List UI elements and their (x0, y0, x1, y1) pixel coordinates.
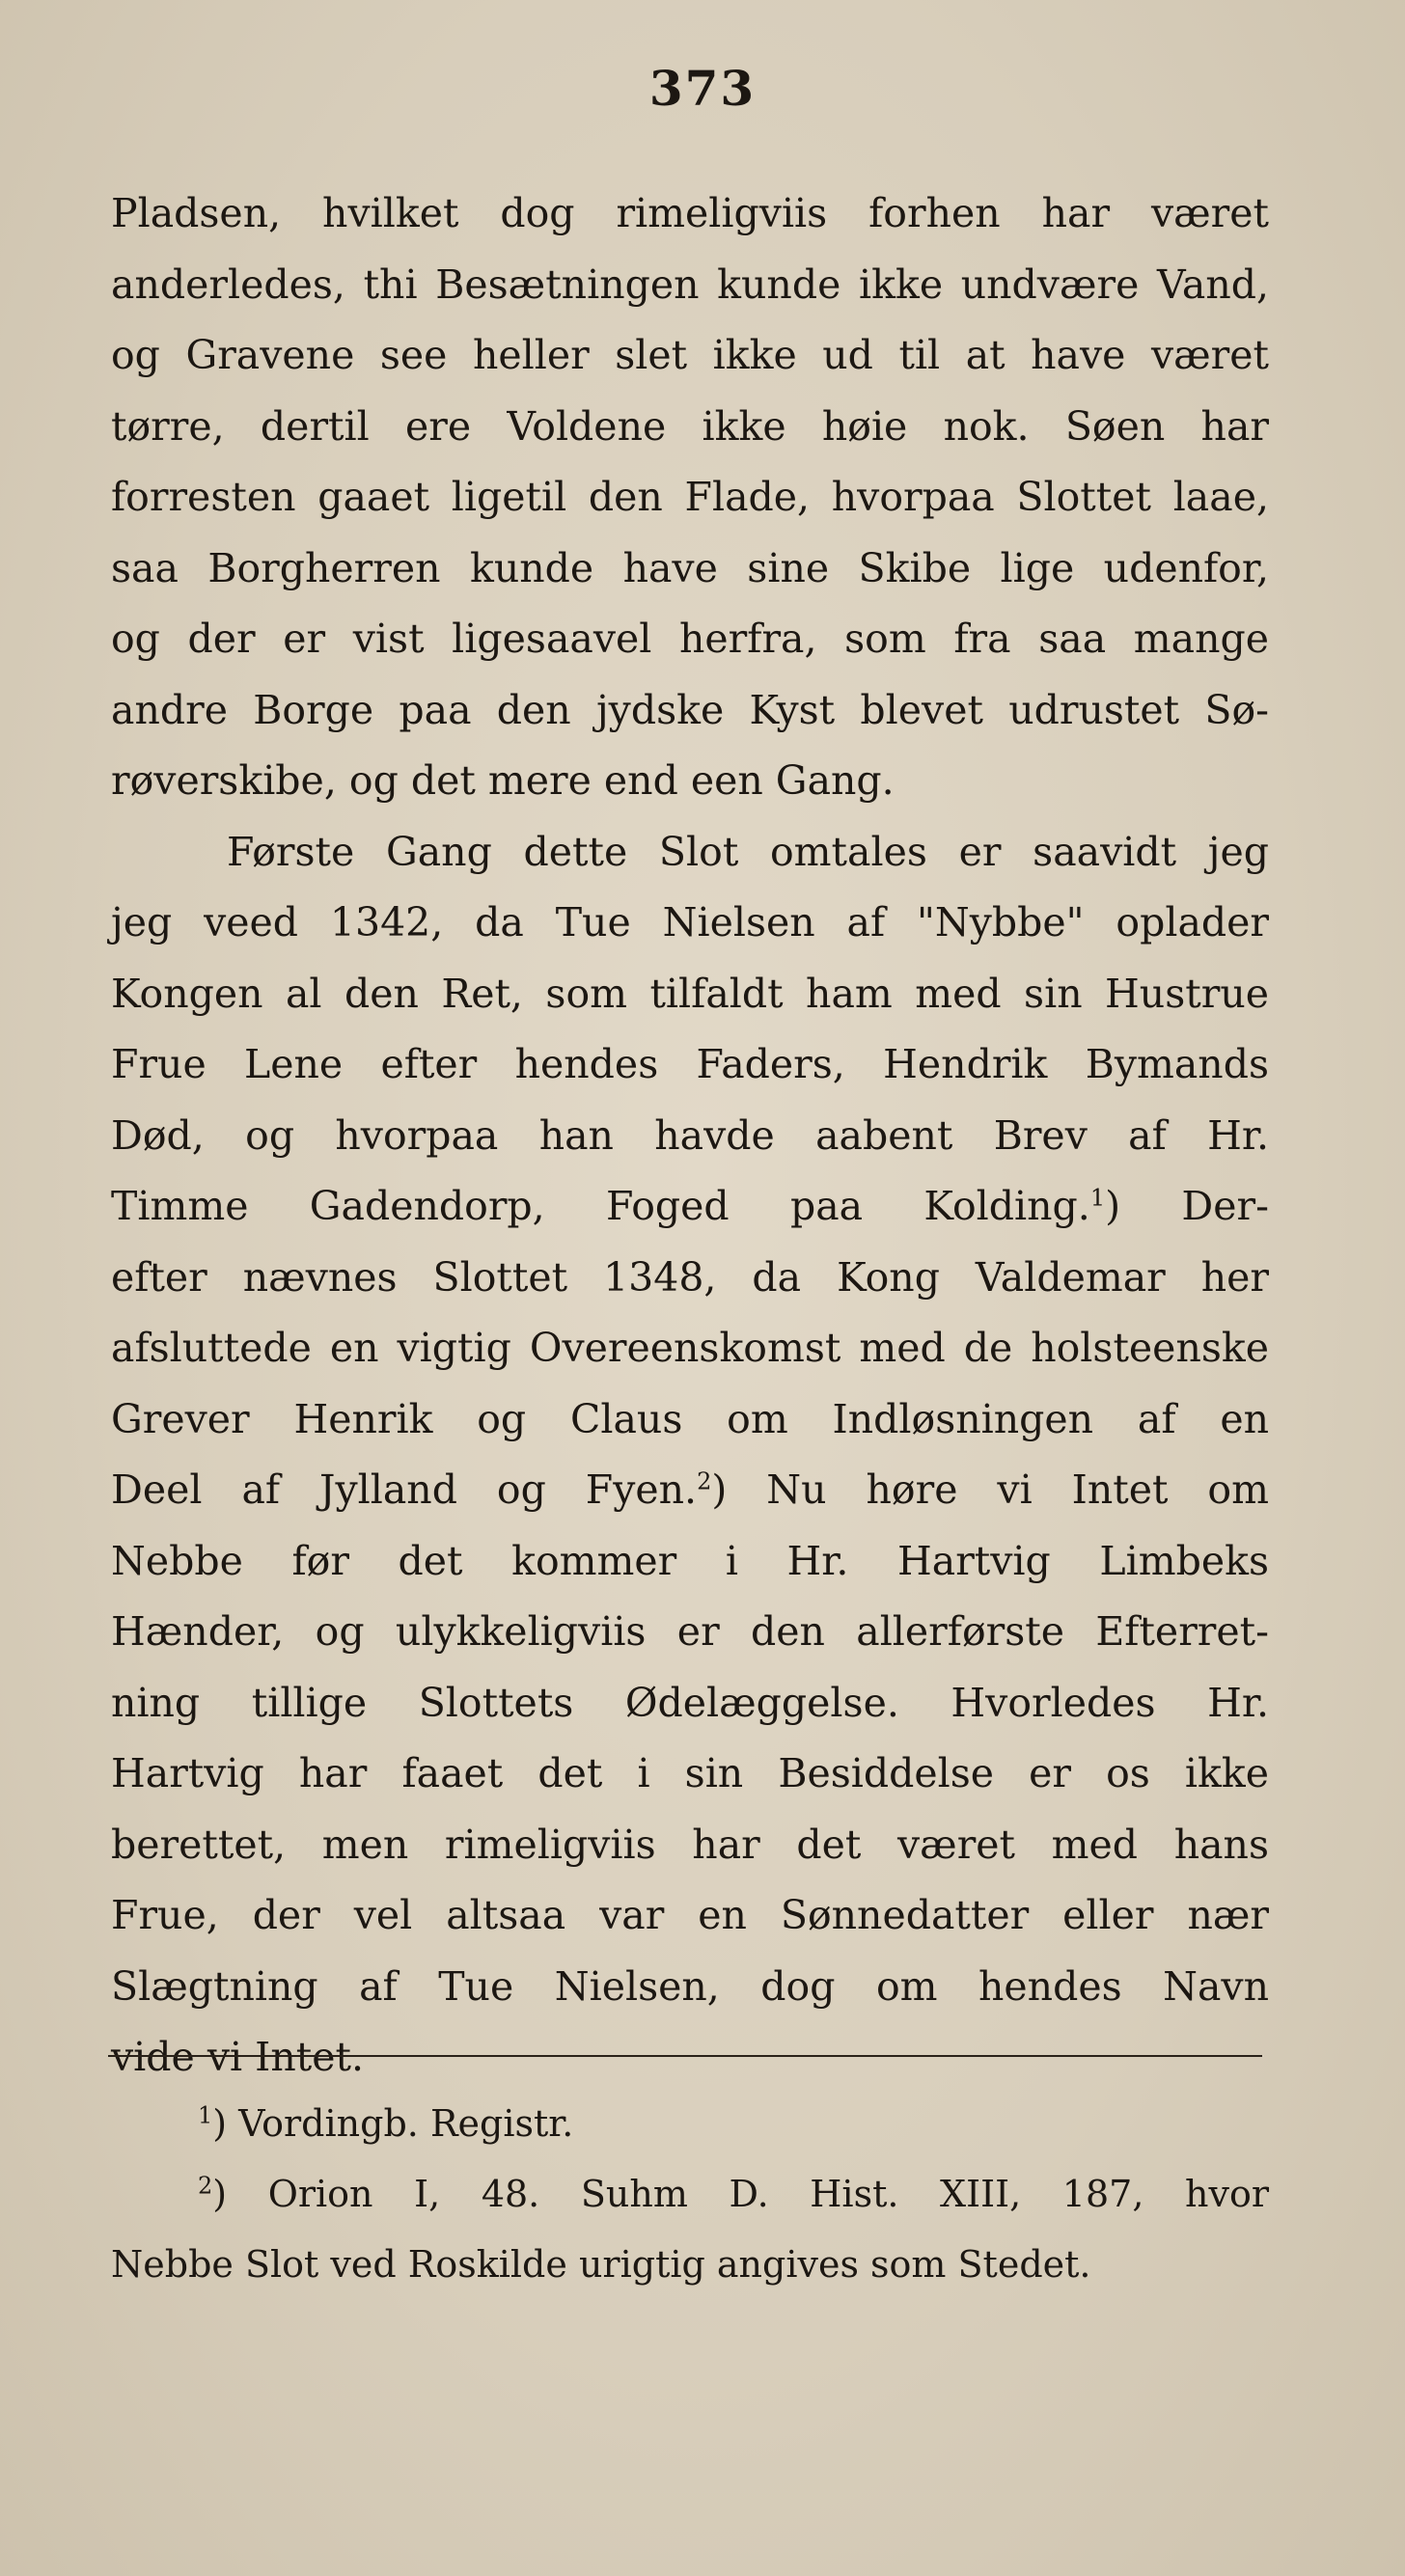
line-text: Timme Gadendorp, Foged paa Kolding. (111, 1183, 1090, 1229)
footnotes (111, 2089, 1269, 2300)
text-line: Slægtning af Tue Nielsen, dog om hendes Navn (111, 1962, 1269, 2010)
text-line: Hænder, og ulykkeligviis er den allerførste Efterret- (111, 1608, 1269, 1655)
text-line: andre Borge paa den jydske Kyst blevet udrustet Sø- (111, 686, 1269, 733)
text-line: vide vi Intet. (111, 2034, 364, 2080)
line-text-tail: ) Nu høre vi Intet om (711, 1466, 1269, 1513)
text-line: og Gravene see heller slet ikke ud til at have været (111, 332, 1269, 378)
text-line-with-footnote (111, 1455, 1269, 1526)
line-text: Deel af Jylland og Fyen. (111, 1466, 698, 1513)
footnote-2-continuation: Nebbe Slot ved Roskilde urigtig angives som Stedet. (111, 2243, 1091, 2286)
text-line: afsluttede en vigtig Overeenskomst med de holsteenske (111, 1325, 1269, 1371)
footnote-1-marker: 1 (198, 2101, 213, 2129)
text-line: Nebbe før det kommer i Hr. Hartvig Limbeks (111, 1537, 1269, 1584)
text-line: Pladsen, hvilket dog rimeligviis forhen har været (111, 190, 1269, 236)
line-text-tail: ) Der- (1105, 1183, 1269, 1229)
text-line: tørre, dertil ere Voldene ikke høie nok. Søen har (111, 402, 1269, 450)
text-line-with-footnote (111, 1171, 1269, 1243)
footnote-2-text: ) Orion I, 48. Suhm D. Hist. XIII, 187, hvor (212, 2173, 1269, 2215)
body-text (111, 178, 1269, 2094)
text-line: Kongen al den Ret, som tilfaldt ham med sin Hustrue (111, 970, 1269, 1017)
text-line: berettet, men rimeligviis har det været med hans (111, 1821, 1269, 1868)
text-line: forresten gaaet ligetil den Flade, hvorpaa Slottet laae, (111, 474, 1269, 520)
text-line: Frue Lene efter hendes Faders, Hendrik Bymands (111, 1041, 1269, 1087)
text-line: røverskibe, og det mere end een Gang. (111, 757, 895, 804)
text-line: anderledes, thi Besætningen kunde ikke undvære Vand, (111, 260, 1269, 308)
text-line: saa Borgherren kunde have sine Skibe lige udenfor, (111, 544, 1269, 591)
footnote-2 (111, 2159, 1269, 2230)
text-line: efter nævnes Slottet 1348, da Kong Valdemar her (111, 1253, 1269, 1301)
text-line: og der er vist ligesaavel herfra, som fra saa mange (111, 616, 1269, 662)
text-line: jeg veed 1342, da Tue Nielsen af "Nybbe" oplader (111, 899, 1269, 945)
text-line: Hartvig har faaet det i sin Besiddelse er os ikke (111, 1750, 1269, 1796)
paragraph-start-line: Første Gang dette Slot omtales er saavidt jeg (227, 828, 1269, 875)
text-line: Frue, der vel altsaa var en Sønnedatter eller nær (111, 1892, 1269, 1938)
text-line: Grever Henrik og Claus om Indløsningen af en (111, 1395, 1269, 1442)
footnote-1-text: ) Vordingb. Registr. (212, 2102, 574, 2145)
footnote-divider (108, 2055, 1262, 2057)
text-line: Død, og hvorpaa han havde aabent Brev af Hr. (111, 1111, 1269, 1159)
footnote-marker-1: 1 (1089, 1184, 1106, 1212)
footnote-marker-2: 2 (697, 1467, 712, 1495)
footnote-2-marker: 2 (198, 2172, 213, 2200)
text-line: ning tillige Slottets Ødelæggelse. Hvorledes Hr. (111, 1679, 1269, 1726)
footnote-1 (111, 2089, 1269, 2159)
page-number: 373 (648, 60, 757, 117)
